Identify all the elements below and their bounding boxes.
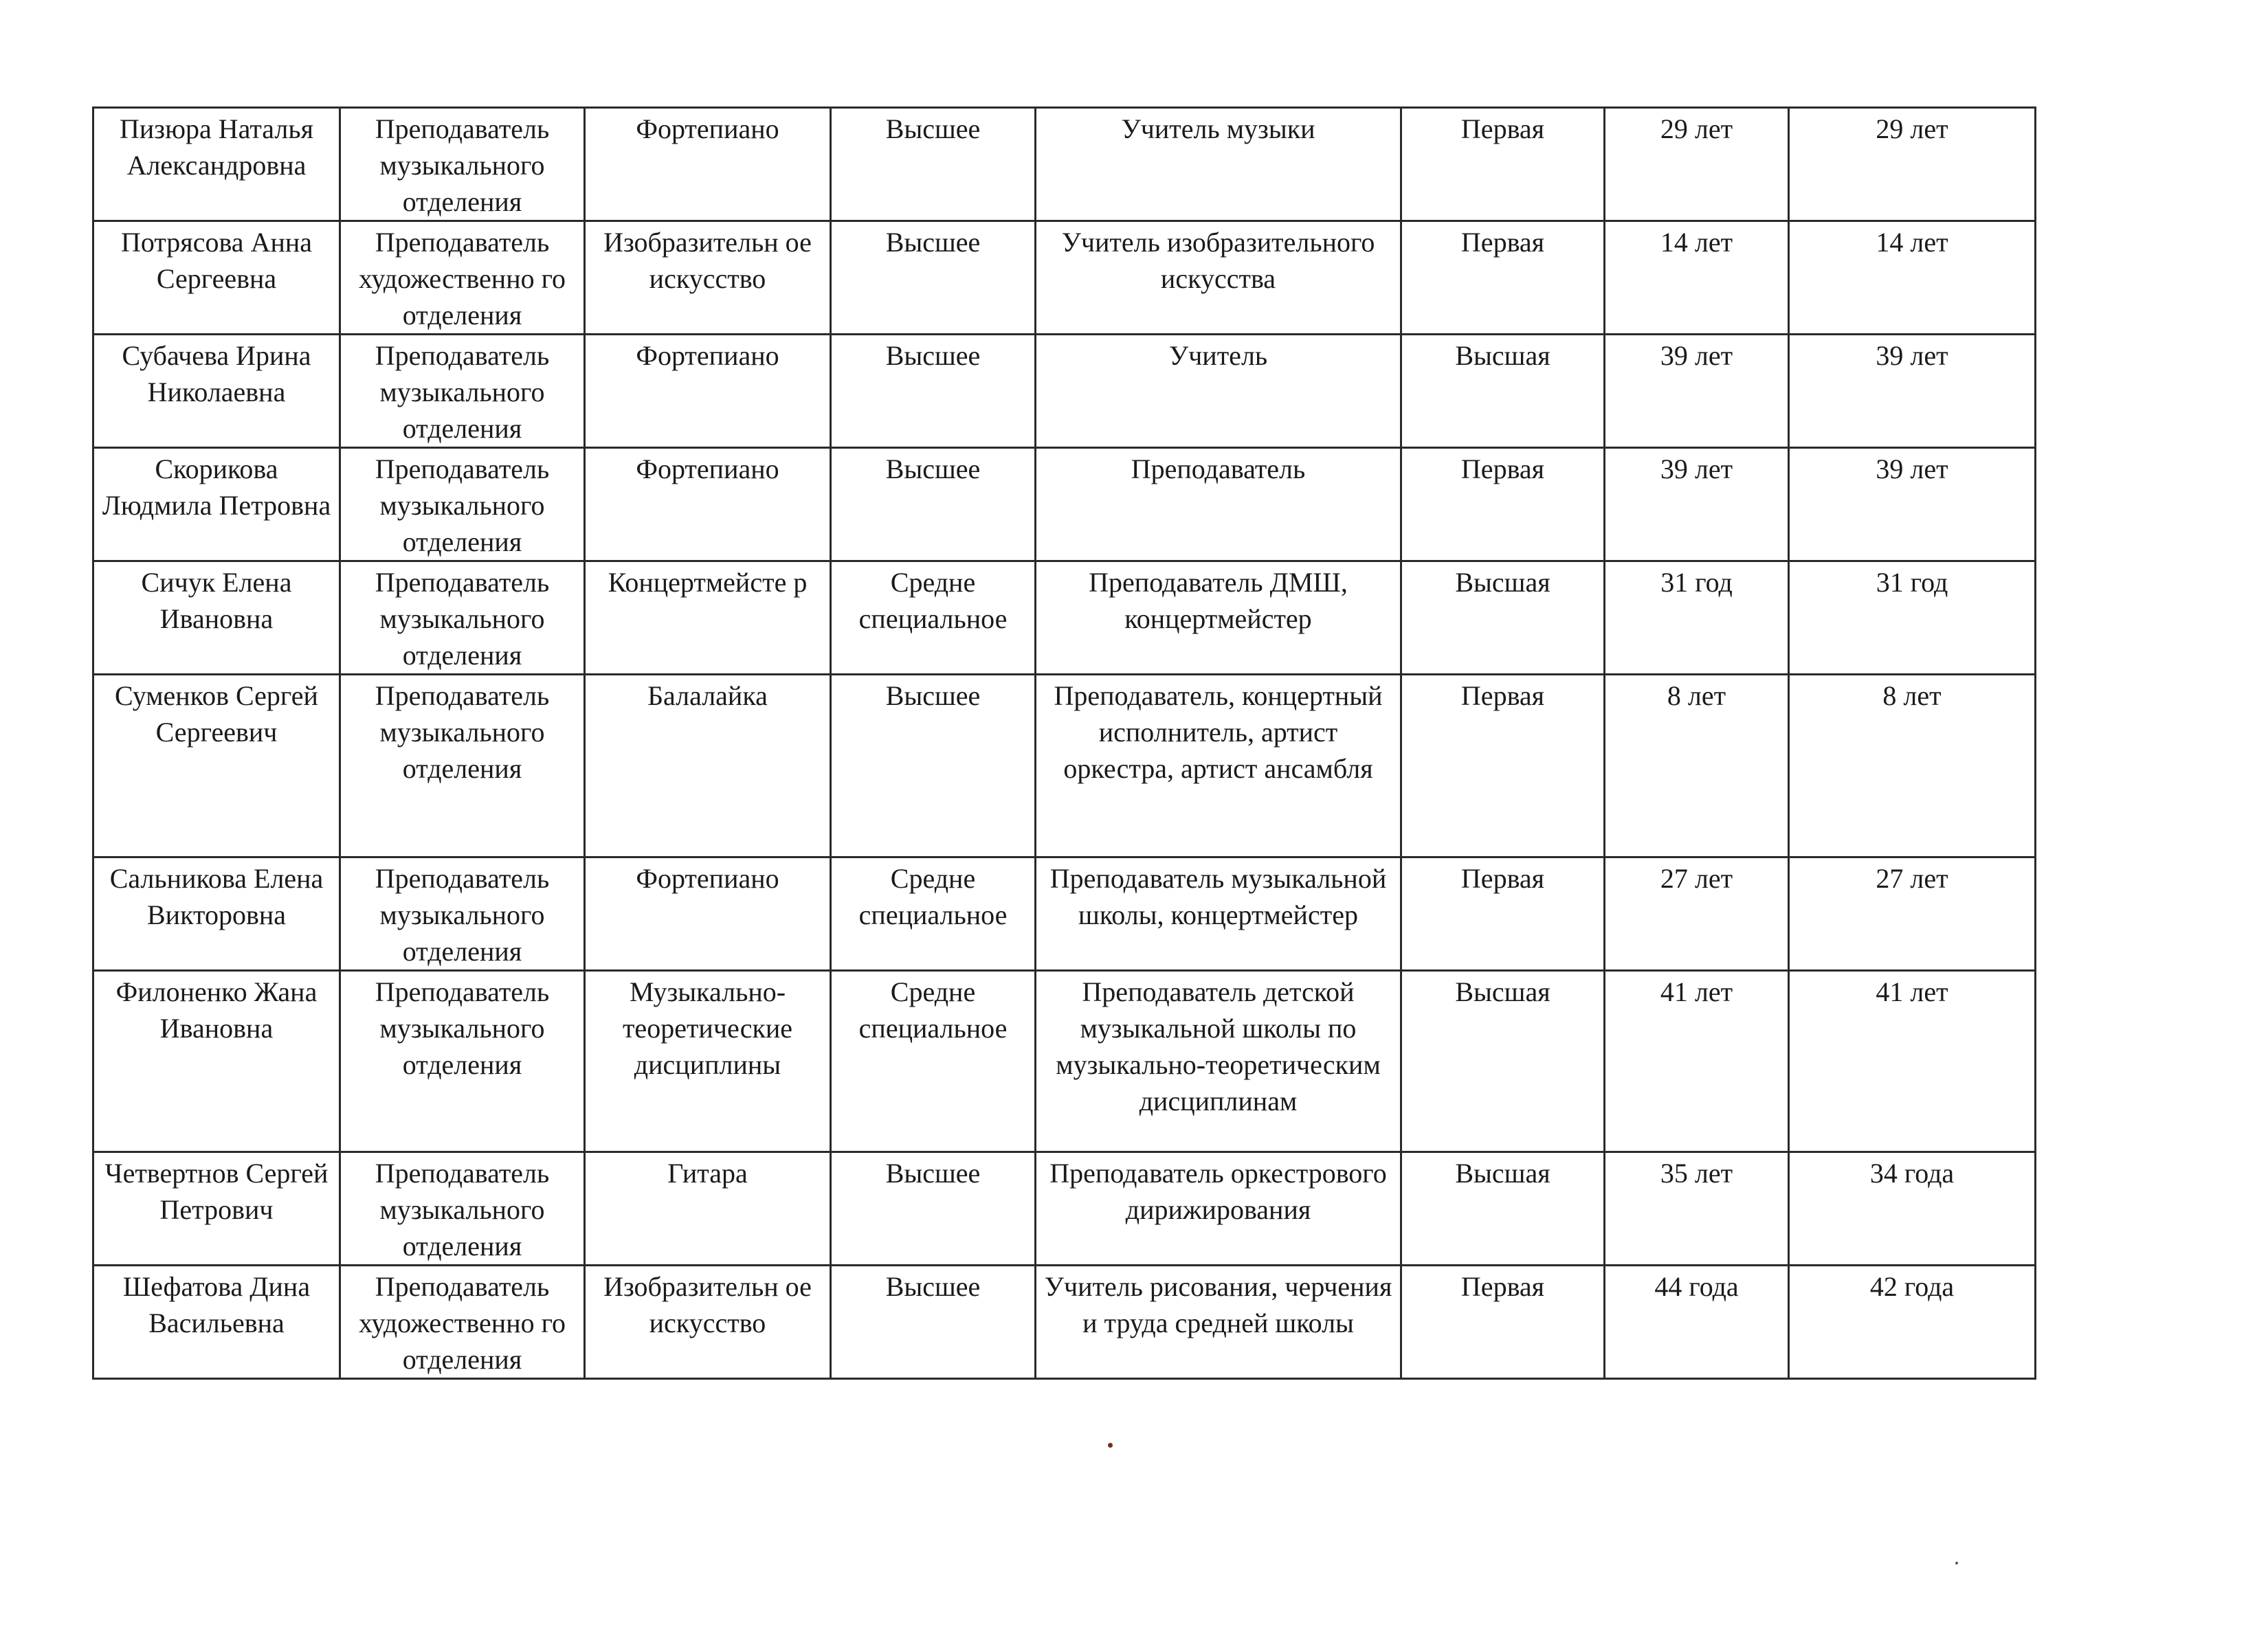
subject-cell: Музыкально-теоретические дисциплины (585, 971, 831, 1152)
education-cell: Высшее (831, 448, 1036, 561)
name-cell: Суменков Сергей Сергеевич (93, 675, 340, 857)
table-row (93, 448, 2036, 561)
education-cell: Высшее (831, 335, 1036, 448)
total-experience-cell: 41 лет (1605, 971, 1789, 1152)
education-cell: Средне специальное (831, 857, 1036, 971)
position-cell: Преподаватель художественно го отделения (340, 1266, 585, 1379)
subject-cell: Гитара (585, 1152, 831, 1266)
qualification-cell: Преподаватель оркестрового дирижирования (1036, 1152, 1401, 1266)
category-cell: Высшая (1401, 561, 1605, 675)
table-row (93, 108, 2036, 221)
total-experience-cell: 39 лет (1605, 335, 1789, 448)
qualification-cell: Учитель музыки (1036, 108, 1401, 221)
subject-cell: Фортепиано (585, 448, 831, 561)
qualification-cell: Учитель (1036, 335, 1401, 448)
subject-cell: Фортепиано (585, 857, 831, 971)
position-cell: Преподаватель музыкального отделения (340, 335, 585, 448)
pedagogical-experience-cell: 14 лет (1789, 221, 2036, 335)
pedagogical-experience-cell: 34 года (1789, 1152, 2036, 1266)
education-cell: Высшее (831, 108, 1036, 221)
table-body (93, 108, 2036, 1379)
subject-cell: Изобразительн ое искусство (585, 1266, 831, 1379)
pedagogical-experience-cell: 29 лет (1789, 108, 2036, 221)
category-cell: Первая (1401, 675, 1605, 857)
qualification-cell: Преподаватель ДМШ, концертмейстер (1036, 561, 1401, 675)
name-cell: Сичук Елена Ивановна (93, 561, 340, 675)
name-cell: Филоненко Жана Ивановна (93, 971, 340, 1152)
scan-speck (1108, 1443, 1113, 1448)
table-row (93, 1266, 2036, 1379)
total-experience-cell: 35 лет (1605, 1152, 1789, 1266)
education-cell: Средне специальное (831, 971, 1036, 1152)
category-cell: Первая (1401, 857, 1605, 971)
pedagogical-experience-cell: 41 лет (1789, 971, 2036, 1152)
education-cell: Высшее (831, 1266, 1036, 1379)
qualification-cell: Преподаватель детской музыкальной школы по музыкально-теоретическим дисциплинам (1036, 971, 1401, 1152)
table-row (93, 675, 2036, 857)
name-cell: Скорикова Людмила Петровна (93, 448, 340, 561)
table-row (93, 857, 2036, 971)
subject-cell: Концертмейсте р (585, 561, 831, 675)
position-cell: Преподаватель художественно го отделения (340, 221, 585, 335)
qualification-cell: Преподаватель музыкальной школы, концертмейстер (1036, 857, 1401, 971)
total-experience-cell: 29 лет (1605, 108, 1789, 221)
position-cell: Преподаватель музыкального отделения (340, 561, 585, 675)
subject-cell: Изобразительн ое искусство (585, 221, 831, 335)
pedagogical-experience-cell: 39 лет (1789, 335, 2036, 448)
position-cell: Преподаватель музыкального отделения (340, 857, 585, 971)
pedagogical-experience-cell: 31 год (1789, 561, 2036, 675)
subject-cell: Балалайка (585, 675, 831, 857)
name-cell: Четвертнов Сергей Петрович (93, 1152, 340, 1266)
education-cell: Высшее (831, 675, 1036, 857)
scan-speck (1955, 1562, 1958, 1564)
total-experience-cell: 44 года (1605, 1266, 1789, 1379)
position-cell: Преподаватель музыкального отделения (340, 675, 585, 857)
name-cell: Потрясова Анна Сергеевна (93, 221, 340, 335)
staff-table (92, 106, 2036, 1380)
pedagogical-experience-cell: 27 лет (1789, 857, 2036, 971)
total-experience-cell: 8 лет (1605, 675, 1789, 857)
qualification-cell: Преподаватель (1036, 448, 1401, 561)
education-cell: Высшее (831, 1152, 1036, 1266)
table-row (93, 561, 2036, 675)
pedagogical-experience-cell: 8 лет (1789, 675, 2036, 857)
total-experience-cell: 27 лет (1605, 857, 1789, 971)
total-experience-cell: 31 год (1605, 561, 1789, 675)
subject-cell: Фортепиано (585, 108, 831, 221)
category-cell: Высшая (1401, 1152, 1605, 1266)
category-cell: Первая (1401, 108, 1605, 221)
qualification-cell: Учитель рисования, черчения и труда средней школы (1036, 1266, 1401, 1379)
subject-cell: Фортепиано (585, 335, 831, 448)
category-cell: Высшая (1401, 335, 1605, 448)
table-row (93, 971, 2036, 1152)
qualification-cell: Учитель изобразительного искусства (1036, 221, 1401, 335)
name-cell: Сальникова Елена Викторовна (93, 857, 340, 971)
position-cell: Преподаватель музыкального отделения (340, 108, 585, 221)
name-cell: Субачева Ирина Николаевна (93, 335, 340, 448)
category-cell: Первая (1401, 221, 1605, 335)
table-row (93, 221, 2036, 335)
total-experience-cell: 39 лет (1605, 448, 1789, 561)
name-cell: Пизюра Наталья Александровна (93, 108, 340, 221)
category-cell: Первая (1401, 1266, 1605, 1379)
category-cell: Первая (1401, 448, 1605, 561)
qualification-cell: Преподаватель, концертный исполнитель, артист оркестра, артист ансамбля (1036, 675, 1401, 857)
education-cell: Средне специальное (831, 561, 1036, 675)
table-row (93, 335, 2036, 448)
total-experience-cell: 14 лет (1605, 221, 1789, 335)
pedagogical-experience-cell: 39 лет (1789, 448, 2036, 561)
pedagogical-experience-cell: 42 года (1789, 1266, 2036, 1379)
position-cell: Преподаватель музыкального отделения (340, 971, 585, 1152)
position-cell: Преподаватель музыкального отделения (340, 1152, 585, 1266)
table-row (93, 1152, 2036, 1266)
name-cell: Шефатова Дина Васильевна (93, 1266, 340, 1379)
position-cell: Преподаватель музыкального отделения (340, 448, 585, 561)
education-cell: Высшее (831, 221, 1036, 335)
category-cell: Высшая (1401, 971, 1605, 1152)
